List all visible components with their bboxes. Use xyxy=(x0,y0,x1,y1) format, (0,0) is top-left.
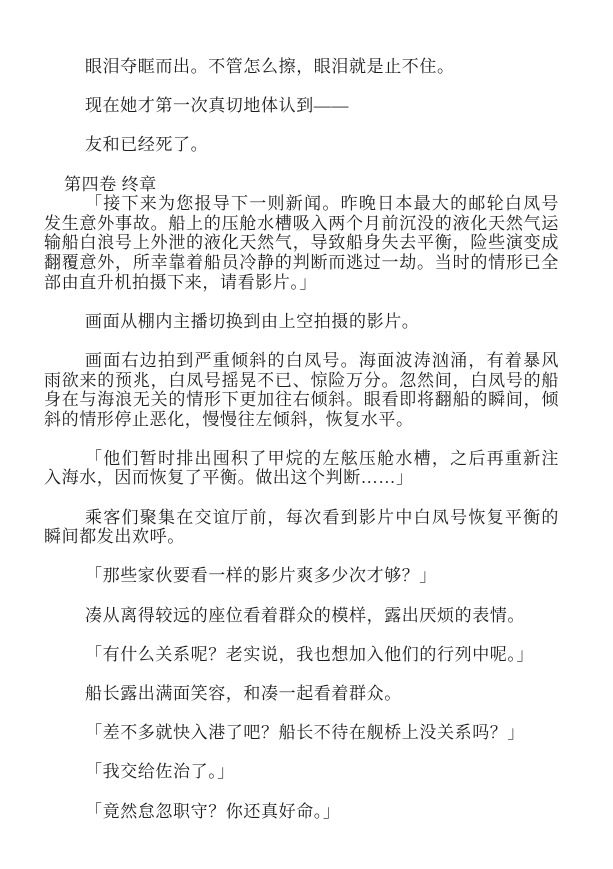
paragraph: 画面右边拍到严重倾斜的白凤号。海面波涛汹涌，有着暴风雨欲来的预兆，白凤号摇晃不已、惊险万分。忽然间，白凤号的船身在与海浪无关的情形下更加往右倾斜。眼看即将翻船的瞬间，倾斜的情形停止恶化，慢慢往左倾斜，恢复水平。 xyxy=(44,350,559,429)
paragraph: 乘客们聚集在交谊厅前，每次看到影片中白凤号恢复平衡的瞬间都发出欢呼。 xyxy=(44,507,559,547)
paragraph: 眼泪夺眶而出。不管怎么擦，眼泪就是止不住。 xyxy=(85,57,455,76)
paragraph-dialogue: 「我交给佐治了。」 xyxy=(85,762,235,782)
paragraph: 凑从离得较远的座位看着群众的模样，露出厌烦的表情。 xyxy=(85,605,525,625)
paragraph: 友和已经死了。 xyxy=(85,135,209,155)
paragraph-dialogue: 「差不多就快入港了吧？船长不待在舰桥上没关系吗？」 xyxy=(85,723,525,743)
paragraph: 船长露出满面笑容，和凑一起看着群众。 xyxy=(85,684,402,703)
paragraph-dialogue: 「竟然怠忽职守？你还真好命。」 xyxy=(85,801,341,821)
paragraph: 现在她才第一次真切地体认到—— xyxy=(85,96,349,116)
paragraph-news-broadcast: 「接下来为您报导下一则新闻。昨晚日本最大的邮轮白凤号发生意外事故。船上的压舱水槽吸入两个月前沉没的液化天然气运输船白浪号上外泄的液化天然气，导致船身失去平衡，险些演变成翻覆意外，所幸靠着船员冷静的判断而逃过一劫。当时的情形已全部由直升机拍摄下来，请看影片。」 xyxy=(44,194,559,292)
paragraph-dialogue: 「有什么关系呢？老实说，我也想加入他们的行列中呢。」 xyxy=(85,644,535,664)
chapter-heading: 第四卷 终章 xyxy=(64,174,157,194)
paragraph-dialogue: 「他们暂时排出囤积了甲烷的左舷压舱水槽，之后再重新注入海水，因而恢复了平衡。做出这个判断……」 xyxy=(44,448,559,488)
paragraph-dialogue: 「那些家伙要看一样的影片爽多少次才够？」 xyxy=(85,566,437,586)
paragraph: 画面从棚内主播切换到由上空拍摄的影片。 xyxy=(85,311,420,331)
